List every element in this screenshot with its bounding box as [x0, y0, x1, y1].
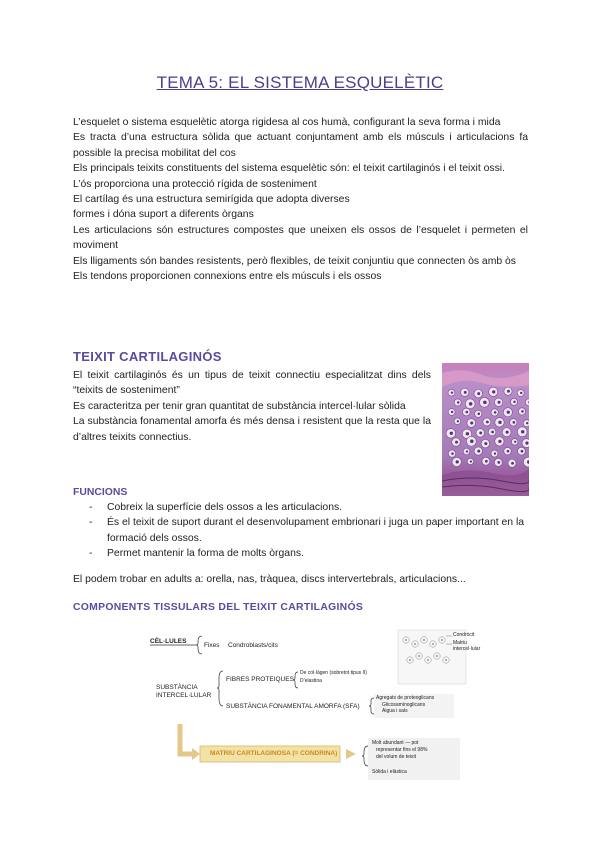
intro-paragraph: L’ós proporciona una protecció rígida de sosteniment — [73, 178, 317, 190]
adults-locations: El podem trobar en adults a: orella, nas, tràquea, discs intervertebrals, articulacions... — [73, 574, 466, 585]
list-item-text: És el teixit de suport durant el desenvolupament embrionari i juga un paper important en la formació dels ossos. — [107, 517, 525, 544]
intro-paragraph: Es tracta d’una estructura sòlida que actuant conjuntament amb els músculs i articulacions fa possible la precisa mobilitat del cos — [73, 132, 528, 159]
intro-paragraph: Els principals teixits constituents del sistema esquelètic són: el teixit cartilaginós i el teixit ossi. — [73, 163, 505, 175]
intro-paragraph: Els tendons proporcionen connexions entre els músculs i els ossos — [73, 271, 382, 283]
matrix-image-label-2: intercel·lular — [453, 646, 481, 652]
matrix-image-label: Matriu — [453, 640, 467, 646]
sfa-label: SUBSTÀNCIA FONAMENTAL AMORFA (SFA) — [226, 703, 360, 710]
list-item: - Permet mantenir la forma de molts òrgans. — [89, 548, 304, 560]
list-item-text: Cobreix la superfície dels ossos a les articulacions. — [107, 502, 343, 513]
fibres-label: FIBRES PROTEIQUES — [226, 676, 294, 683]
components-diagram — [150, 628, 481, 808]
list-item-text: Permet mantenir la forma de molts òrgans. — [107, 548, 304, 560]
intro-paragraph: El cartílag és una estructura semirígida que adopta diverses — [73, 194, 350, 206]
cartilage-paragraph: Es caracteritza per tenir gran quantitat de substància intercel·lular sòlida — [73, 400, 406, 412]
cell-image-label: Condròcit — [453, 632, 475, 638]
intro-paragraph: Les articulacions són estructures compostes que uneixen els ossos de l’esquelet i permeten el moviment — [73, 224, 528, 252]
cartilage-paragraph: El teixit cartilaginós és un tipus de teixit connectiu especialitzat dins dels “teixits de sosteniment” — [73, 370, 431, 397]
cartilage-text — [73, 368, 431, 445]
sfa-item-1: Agregats de proteoglicans — [376, 695, 435, 701]
sfa-item-2: Glicosaminoglicans — [382, 702, 426, 708]
intro-paragraph: formes i dóna suport a diferents òrgans — [73, 209, 254, 221]
cells-label: CÈL·LULES — [150, 638, 187, 645]
intro-paragraph: Els lligaments són bandes resistents, però flexibles, de teixit conjuntiu que connecten òs amb òs — [73, 255, 517, 267]
matrix-label: MATRIU CARTILAGINOSA (= CONDRINA) — [210, 750, 338, 757]
cells-fixed: Fixes — [204, 642, 220, 649]
matrix-item-4: Sòlida i elàstica — [372, 769, 407, 775]
matrix-item-2: representar fins el 98% — [376, 747, 428, 753]
intro-paragraph: L’esquelet o sistema esquelètic atorga rigidesa al cos humà, configurant la seva forma i mida — [73, 117, 501, 128]
list-item: - És el teixit de suport durant el desenvolupament embrionari i juga un paper important en la formació dels ossos. — [89, 517, 525, 544]
substance-label-1: SUBSTÀNCIA — [156, 684, 198, 691]
page-title: TEMA 5: EL SISTEMA ESQUELÈTIC — [156, 73, 444, 92]
sfa-item-3: Aigua i sals — [382, 708, 408, 714]
cells-types: Condroblasts/cits — [228, 642, 278, 649]
section-heading-functions: FUNCIONS — [73, 487, 128, 498]
histology-image — [442, 363, 529, 496]
matrix-item-1: Molt abundant — pot — [372, 740, 419, 746]
functions-list — [89, 500, 529, 562]
section-heading-components: COMPONENTS TISSULARS DEL TEIXIT CARTILAGINÓS — [73, 602, 364, 613]
substance-label-2: INTERCEL·LULAR — [156, 692, 212, 699]
intro-text — [73, 115, 528, 284]
section-heading-cartilage: TEIXIT CARTILAGINÓS — [73, 349, 222, 364]
matrix-item-3: del volum de teixit — [376, 754, 417, 760]
cartilage-paragraph: La substància fonamental amorfa és més densa i resistent que la resta que la d’altres teixits connectius. — [73, 416, 431, 443]
list-item: - Cobreix la superfície dels ossos a les articulacions. — [89, 502, 343, 513]
fibres-elastin: D’elastina — [300, 678, 322, 684]
fibres-collagen: De col·làgen (sobretot tipus II) — [300, 670, 367, 676]
